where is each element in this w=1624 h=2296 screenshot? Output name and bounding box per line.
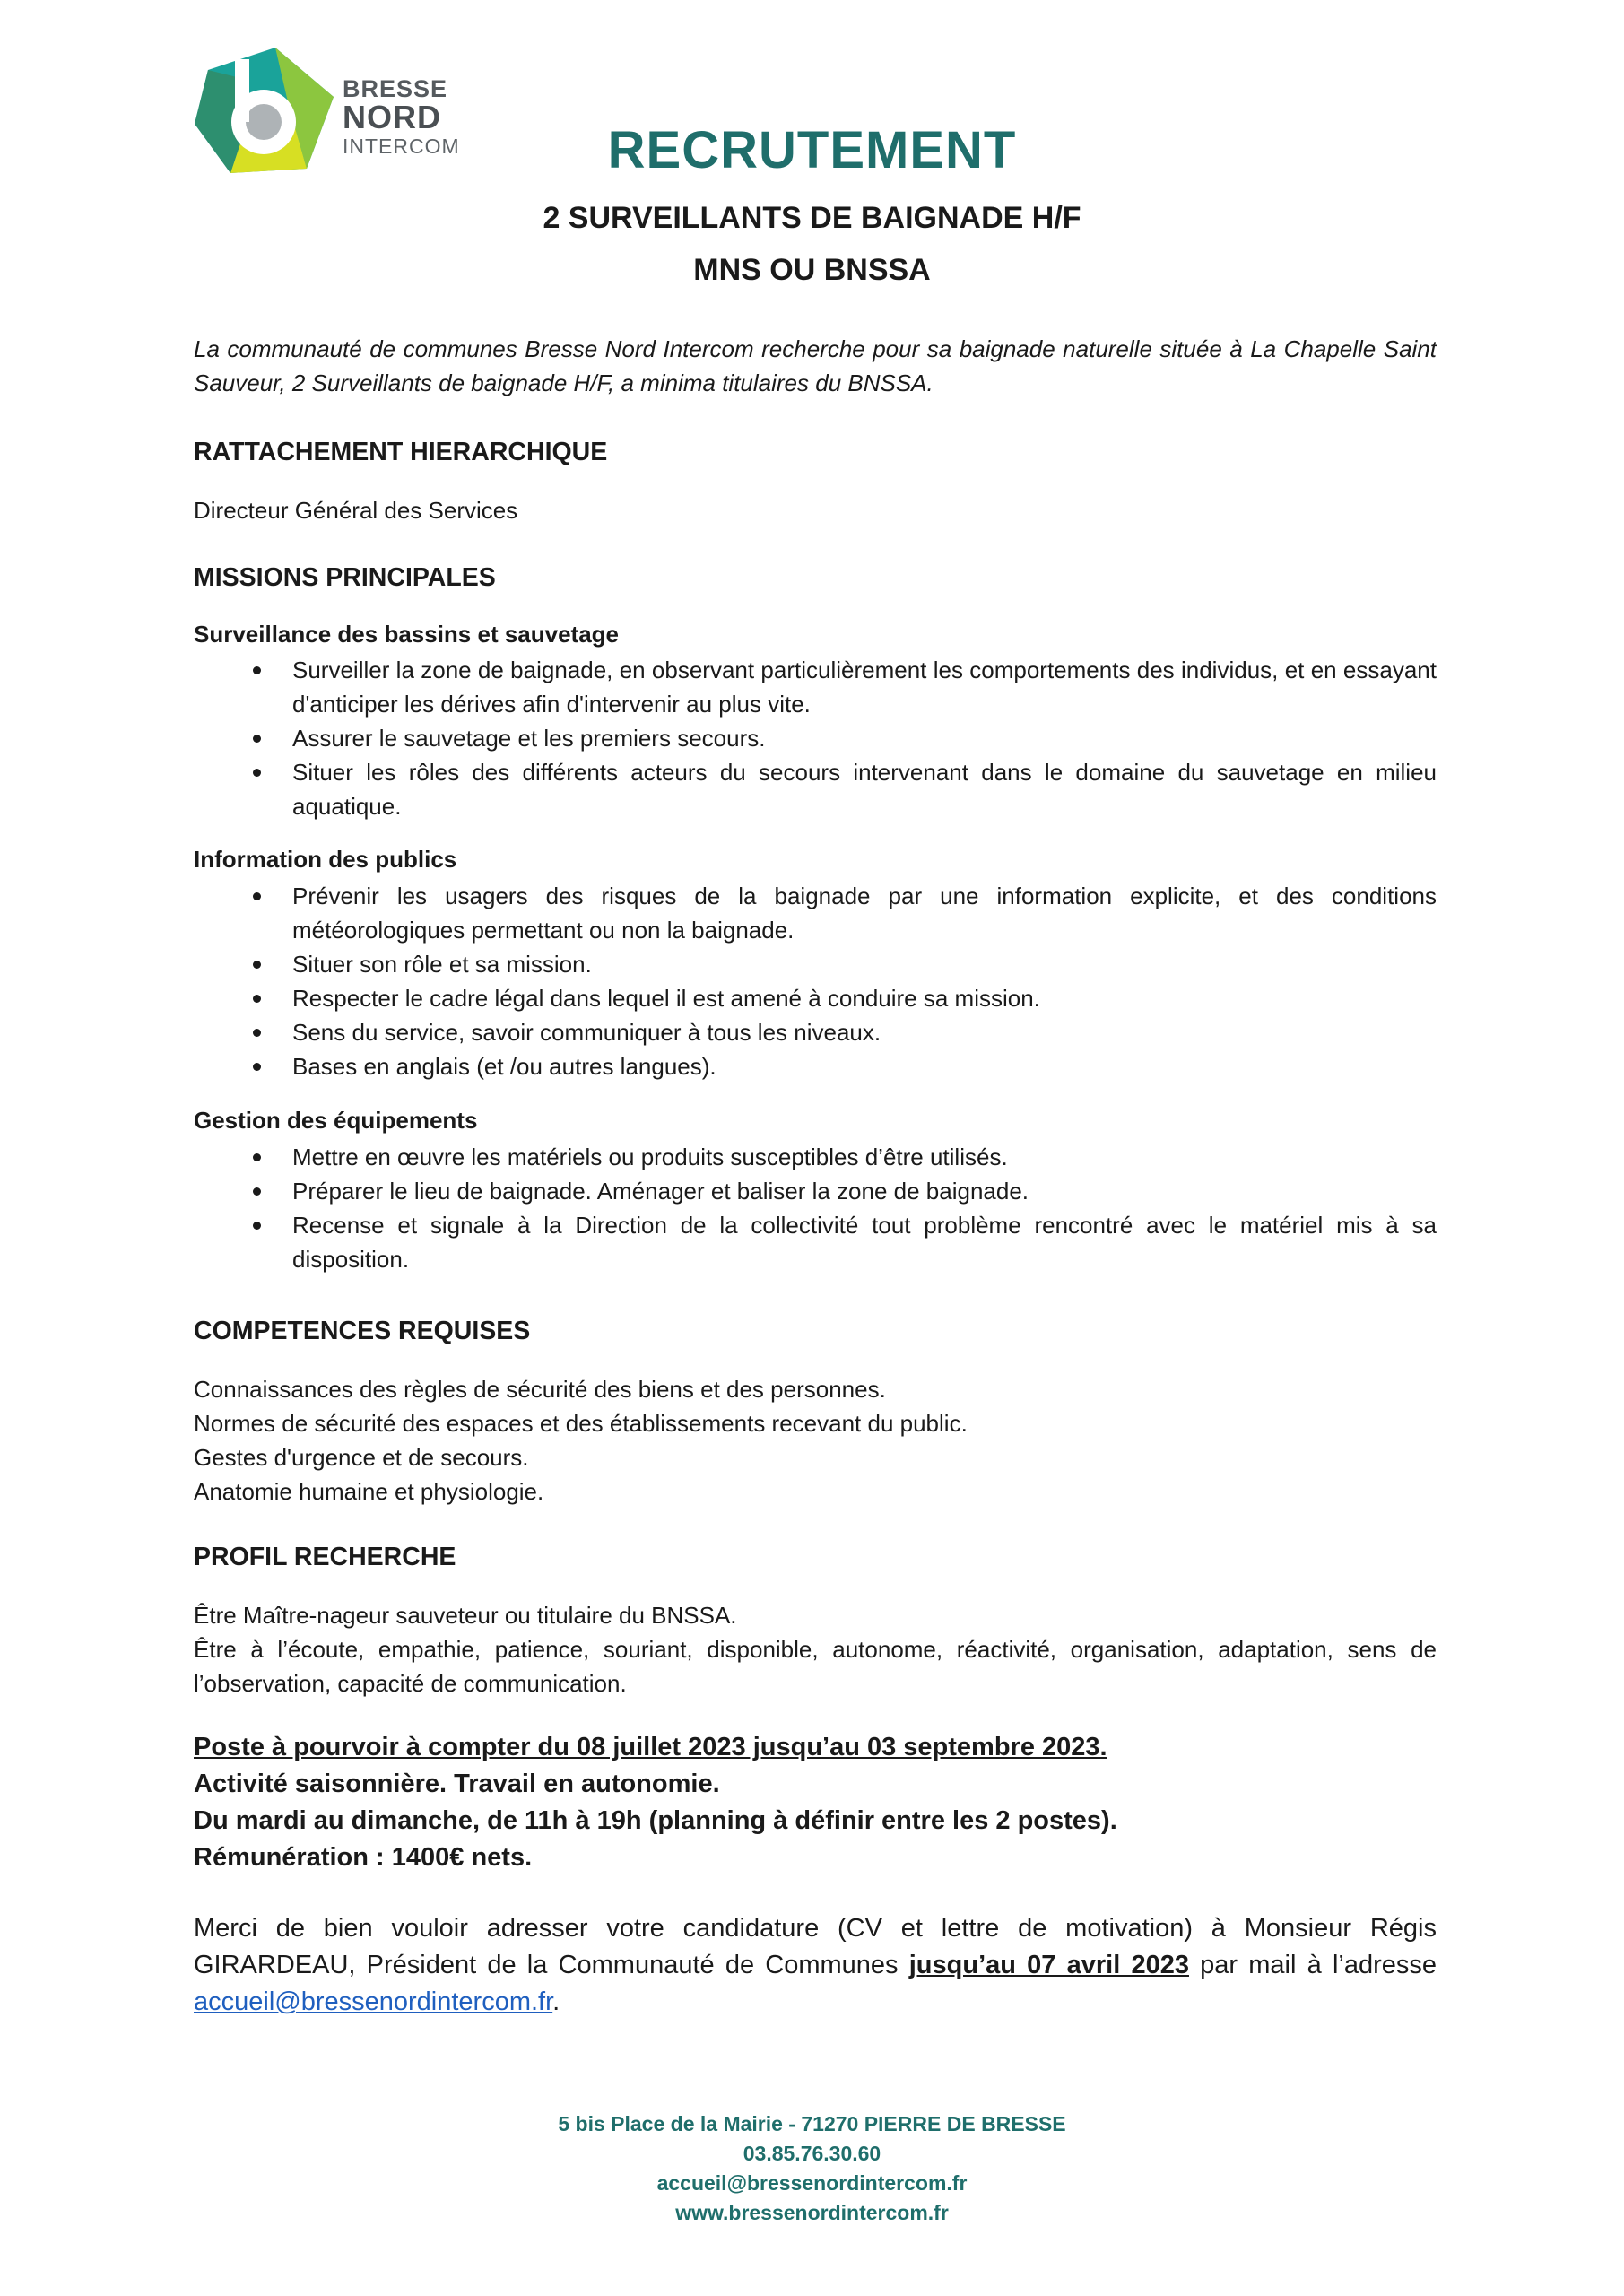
page-title: RECRUTEMENT	[607, 121, 1017, 179]
position-schedule: Du mardi au dimanche, de 11h à 19h (planning à définir entre les 2 postes).	[194, 1806, 1117, 1835]
application-deadline: jusqu’au 07 avril 2023	[908, 1951, 1189, 1979]
job-qualification: MNS OU BNSSA	[693, 253, 931, 287]
section-heading-competences: COMPETENCES REQUISES	[194, 1317, 531, 1345]
list-item: Recense et signale à la Direction de la collectivité tout problème rencontré avec le matériel mis à sa disposition.	[194, 1208, 1437, 1276]
logo-text-intercom: INTERCOM	[343, 135, 460, 158]
rattachement-text: Directeur Général des Services	[194, 497, 518, 524]
mission-list-surveillance	[194, 653, 1437, 823]
logo-text-bresse: BRESSE	[343, 75, 448, 102]
contact-email-link[interactable]: accueil@bressenordintercom.fr	[194, 1987, 553, 2016]
list-item: Sens du service, savoir communiquer à tous les niveaux.	[194, 1015, 1437, 1049]
intro-paragraph: La communauté de communes Bresse Nord Intercom recherche pour sa baignade naturelle située à La Chapelle Saint Sauveur, 2 Surveillants de baignade H/F, a minima titulaires du BNSSA.	[194, 335, 1437, 396]
mission-group-title: Surveillance des bassins et sauvetage	[194, 621, 620, 648]
section-heading-missions: MISSIONS PRINCIPALES	[194, 563, 496, 592]
list-item: Surveiller la zone de baignade, en observant particulièrement les comportements des individus, et en essayant d'anticiper les dérives afin d'intervenir au plus vite.	[194, 653, 1437, 721]
mission-list-information	[194, 879, 1437, 1083]
competence-line: Gestes d'urgence et de secours.	[194, 1444, 529, 1471]
position-details	[194, 1729, 1437, 1876]
list-item: Situer son rôle et sa mission.	[194, 947, 1437, 981]
list-item: Prévenir les usagers des risques de la baignade par une information explicite, et des conditions météorologiques permettant ou non la baignade.	[194, 879, 1437, 947]
closing-text: par mail à l’adresse	[1188, 1951, 1437, 1979]
competence-line: Connaissances des règles de sécurité des biens et des personnes.	[194, 1376, 886, 1403]
closing-period: .	[552, 1987, 560, 2016]
competence-line: Anatomie humaine et physiologie.	[194, 1478, 544, 1505]
section-heading-rattachement: RATTACHEMENT HIERARCHIQUE	[194, 438, 608, 466]
footer-address: 5 bis Place de la Mairie - 71270 PIERRE DE BRESSE	[558, 2112, 1066, 2135]
list-item: Préparer le lieu de baignade. Aménager et baliser la zone de baignade.	[194, 1174, 1437, 1208]
competence-line: Normes de sécurité des espaces et des établissements recevant du public.	[194, 1410, 968, 1437]
position-dates: Poste à pourvoir à compter du 08 juillet 2023 jusqu’au 03 septembre 2023.	[194, 1733, 1107, 1761]
mission-list-equipements	[194, 1140, 1437, 1276]
mission-group-title: Information des publics	[194, 846, 457, 873]
application-instructions	[194, 1910, 1437, 2021]
position-salary: Rémunération : 1400€ nets.	[194, 1843, 533, 1872]
footer-website[interactable]: www.bressenordintercom.fr	[675, 2201, 949, 2224]
list-item: Situer les rôles des différents acteurs du secours intervenant dans le domaine du sauvetage en milieu aquatique.	[194, 755, 1437, 823]
profil-line: Être Maître-nageur sauveteur ou titulaire du BNSSA.	[194, 1602, 737, 1629]
footer-email[interactable]: accueil@bressenordintercom.fr	[656, 2171, 968, 2195]
profil-line: Être à l’écoute, empathie, patience, souriant, disponible, autonome, réactivité, organisation, adaptation, sens de l’observation, capacité de communication.	[194, 1636, 1437, 1697]
section-heading-profil: PROFIL RECHERCHE	[194, 1543, 456, 1571]
list-item: Respecter le cadre légal dans lequel il est amené à conduire sa mission.	[194, 981, 1437, 1015]
closing-text: Merci de bien vouloir adresser votre candidature (CV et lettre de motivation) à Monsieur Régis GIRARDEAU, Président de la Communauté de Communes	[194, 1914, 1437, 1979]
list-item: Assurer le sauvetage et les premiers secours.	[194, 721, 1437, 755]
mission-group-title: Gestion des équipements	[194, 1107, 478, 1134]
competences-list	[194, 1372, 1437, 1509]
footer-phone: 03.85.76.30.60	[743, 2142, 881, 2165]
profil-text	[194, 1598, 1437, 1700]
job-title: 2 SURVEILLANTS DE BAIGNADE H/F	[543, 201, 1081, 235]
list-item: Mettre en œuvre les matériels ou produits susceptibles d’être utilisés.	[194, 1140, 1437, 1174]
position-type: Activité saisonnière. Travail en autonomie.	[194, 1770, 720, 1798]
logo-text-nord: NORD	[343, 99, 441, 135]
footer	[0, 2109, 1624, 2228]
list-item: Bases en anglais (et /ou autres langues).	[194, 1049, 1437, 1083]
